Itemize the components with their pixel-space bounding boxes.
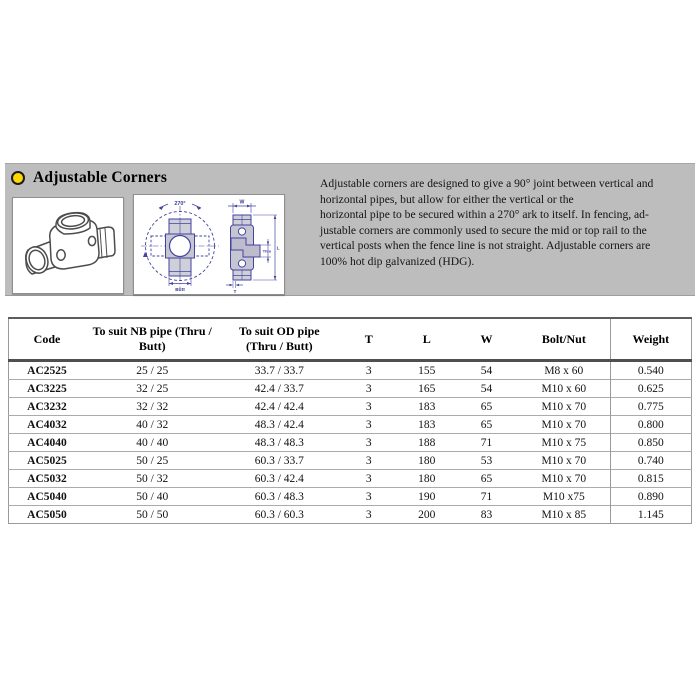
table-row (9, 470, 692, 488)
description-line: vertical posts when the fence line is not straight. Adjustable corners are (320, 239, 651, 252)
cell-weight: 0.850 (610, 434, 691, 452)
description-line: horizontal pipes, but allow for either the vertical or the (320, 192, 574, 206)
header-band (5, 163, 695, 296)
cell-w: 71 (455, 488, 518, 506)
cell-w: 65 (455, 398, 518, 416)
cell-l: 155 (398, 361, 455, 380)
cell-od: 42.4 / 33.7 (220, 380, 340, 398)
cell-l: 180 (398, 452, 455, 470)
cell-t: 3 (339, 380, 398, 398)
butt-dimension-label: Butt (175, 288, 185, 293)
col-header-l: L (398, 318, 455, 361)
table-row (9, 488, 692, 506)
cell-weight: 0.540 (610, 361, 691, 380)
cell-t: 3 (339, 452, 398, 470)
cell-weight: 1.145 (610, 506, 691, 524)
cell-code: AC4032 (9, 416, 85, 434)
cell-w: 54 (455, 380, 518, 398)
cell-w: 65 (455, 416, 518, 434)
cell-bolt: M10 x 85 (518, 506, 610, 524)
cell-t: 3 (339, 361, 398, 380)
cell-t: 3 (339, 488, 398, 506)
cell-l: 183 (398, 416, 455, 434)
cell-code: AC3225 (9, 380, 85, 398)
cell-bolt: M10 x 75 (518, 434, 610, 452)
cell-l: 165 (398, 380, 455, 398)
cell-weight: 0.740 (610, 452, 691, 470)
cell-code: AC4040 (9, 434, 85, 452)
cell-od: 48.3 / 42.4 (220, 416, 340, 434)
cell-w: 53 (455, 452, 518, 470)
table-header-row (9, 318, 692, 361)
description-paragraph (320, 176, 696, 269)
cell-od: 42.4 / 42.4 (220, 398, 340, 416)
col-header-code: Code (9, 318, 85, 361)
cell-od: 60.3 / 60.3 (220, 506, 340, 524)
cell-od: 33.7 / 33.7 (220, 361, 340, 380)
technical-drawing-panel (133, 194, 285, 295)
cell-nb: 25 / 25 (85, 361, 220, 380)
product-drawing-panel (12, 197, 124, 294)
table-row (9, 416, 692, 434)
col-header-nb-pipe: To suit NB pipe (Thru / Butt) (85, 318, 220, 361)
cell-od: 48.3 / 48.3 (220, 434, 340, 452)
cell-t: 3 (339, 506, 398, 524)
cell-code: AC3232 (9, 398, 85, 416)
spec-table (8, 317, 692, 524)
section-title-row (11, 169, 167, 187)
col-header-bolt-nut: Bolt/Nut (518, 318, 610, 361)
dimension-drawing (134, 195, 284, 294)
cell-code: AC5032 (9, 470, 85, 488)
cell-bolt: M10 x 70 (518, 452, 610, 470)
cell-nb: 32 / 32 (85, 398, 220, 416)
cell-weight: 0.775 (610, 398, 691, 416)
description-line: justable corners are commonly used to secure the mid or top rail to the (320, 223, 647, 237)
cell-nb: 50 / 40 (85, 488, 220, 506)
cell-t: 3 (339, 416, 398, 434)
t-dimension-label: T (233, 289, 237, 294)
cell-t: 3 (339, 434, 398, 452)
cell-nb: 32 / 25 (85, 380, 220, 398)
cell-w: 71 (455, 434, 518, 452)
cell-weight: 0.625 (610, 380, 691, 398)
corner-fitting-isometric-drawing (13, 198, 123, 293)
table-row (9, 452, 692, 470)
cell-weight: 0.800 (610, 416, 691, 434)
cell-od: 60.3 / 42.4 (220, 470, 340, 488)
cell-code: AC5050 (9, 506, 85, 524)
cell-t: 3 (339, 470, 398, 488)
table-row (9, 380, 692, 398)
cell-nb: 50 / 32 (85, 470, 220, 488)
cell-bolt: M10 x 70 (518, 416, 610, 434)
cell-od: 60.3 / 33.7 (220, 452, 340, 470)
arc-angle-label: 270° (174, 201, 186, 207)
cell-weight: 0.890 (610, 488, 691, 506)
cell-t: 3 (339, 398, 398, 416)
col-header-w: W (455, 318, 518, 361)
cell-code: AC5025 (9, 452, 85, 470)
cell-w: 54 (455, 361, 518, 380)
cell-bolt: M10 x 70 (518, 470, 610, 488)
cell-bolt: M10 x75 (518, 488, 610, 506)
table-row (9, 434, 692, 452)
cell-l: 190 (398, 488, 455, 506)
cell-l: 183 (398, 398, 455, 416)
cell-nb: 50 / 25 (85, 452, 220, 470)
thru-dimension-label: Thru (262, 249, 272, 254)
l-dimension-label: L (276, 245, 280, 251)
yellow-bullet-icon (11, 171, 25, 185)
description-line: Adjustable corners are designed to give a 90° joint between vertical and (320, 177, 654, 190)
w-dimension-label: W (239, 199, 245, 206)
section-title: Adjustable Corners (33, 169, 168, 186)
table-row (9, 398, 692, 416)
description-line: 100% hot dip galvanized (HDG). (320, 254, 475, 268)
cell-code: AC2525 (9, 361, 85, 380)
cell-code: AC5040 (9, 488, 85, 506)
table-row (9, 361, 692, 380)
cell-l: 200 (398, 506, 455, 524)
col-header-weight: Weight (610, 318, 691, 361)
col-header-od-pipe: To suit OD pipe (Thru / Butt) (220, 318, 340, 361)
table-row (9, 506, 692, 524)
cell-w: 83 (455, 506, 518, 524)
cell-nb: 50 / 50 (85, 506, 220, 524)
description-line: horizontal pipe to be secured within a 270° ark to itself. In fencing, ad- (320, 208, 649, 221)
cell-w: 65 (455, 470, 518, 488)
cell-l: 180 (398, 470, 455, 488)
col-header-t: T (339, 318, 398, 361)
cell-bolt: M8 x 60 (518, 361, 610, 380)
cell-nb: 40 / 32 (85, 416, 220, 434)
cell-bolt: M10 x 60 (518, 380, 610, 398)
cell-l: 188 (398, 434, 455, 452)
cell-od: 60.3 / 48.3 (220, 488, 340, 506)
cell-bolt: M10 x 70 (518, 398, 610, 416)
cell-weight: 0.815 (610, 470, 691, 488)
cell-nb: 40 / 40 (85, 434, 220, 452)
